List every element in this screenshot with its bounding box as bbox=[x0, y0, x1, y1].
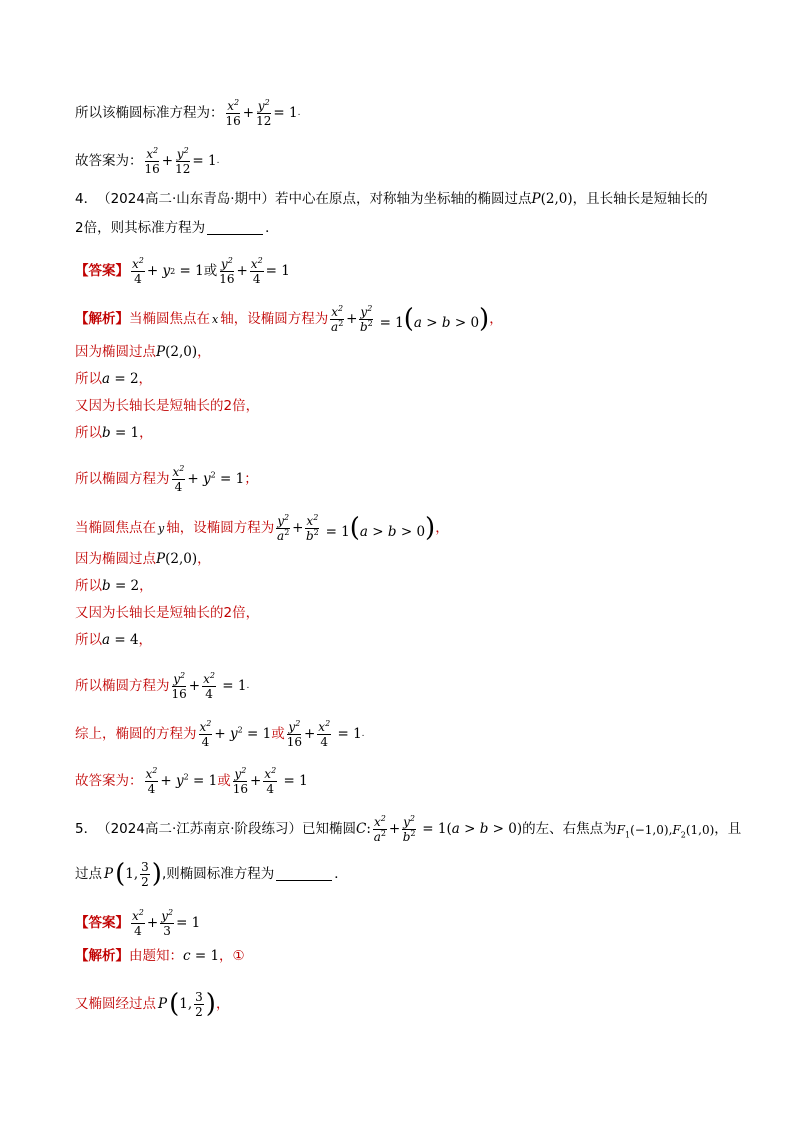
analysis-4-line-9: 所以 b = 2 ， bbox=[75, 578, 153, 594]
question-5-line-2: 过点 P ( 1, 3 2 ) ,则椭圆标准方程为 ． bbox=[75, 859, 348, 890]
fraction: $x^2$ $a^2$ bbox=[373, 814, 387, 844]
fraction: 3 2 bbox=[141, 860, 149, 889]
fraction: $\frac{y^2}{b^2}$ bbox=[359, 304, 373, 334]
analysis-4-line-3: 所以 a = 2 ， bbox=[75, 371, 153, 387]
fraction: $\frac{y^2}{3}$ bbox=[161, 908, 174, 938]
analysis-4-line-7: 当椭圆焦点在 y 轴，设椭圆方程为 $y^2$ $a^2$ + $\frac{x^2}{b^2}$ = 1(a > b > 0) ， bbox=[75, 512, 449, 543]
analysis-4-line-6: 所以椭圆方程为 $x^2$ 4 + $y^2 = 1$ ； bbox=[75, 464, 258, 494]
fraction: $x^2$ 4 bbox=[199, 719, 212, 749]
fraction: $x^2$ $a^2$ bbox=[331, 304, 344, 334]
fraction: $\frac{y^2}{12}$ bbox=[175, 146, 191, 176]
analysis-4-line-12: 所以椭圆方程为 $y^2$ 16 + $\frac{x^2}{4}$ = 1 . bbox=[75, 671, 250, 701]
question-4-line-2: 2倍，则其标准方程为 ． bbox=[75, 220, 279, 236]
fraction: $y^2$ 16 bbox=[286, 719, 302, 749]
fraction: $\frac{x^2}{4}$ bbox=[203, 671, 215, 701]
answer-4: 【答案】 $x^2$ 4 + y 2 = 1 或 $y^2$ 16 + $\frac{x^2}{4}$ = 1 bbox=[75, 256, 290, 286]
fraction: $x^2$ 16 bbox=[144, 146, 160, 176]
analysis-4-line-1: 【解析】 当椭圆焦点在 x 轴，设椭圆方程为 $x^2$ $a^2$ + $\frac{y^2}{b^2}$ = 1(a > b > 0) ， bbox=[75, 303, 503, 334]
conclusion-line: 所以该椭圆标准方程为： $x^2$ 16 + $\frac{y^2}{12}$ = 1 . bbox=[75, 98, 301, 128]
point-p: P(2,0) bbox=[531, 191, 573, 207]
fraction: $y^2$ 16 bbox=[219, 256, 235, 286]
fraction: $x^2$ 16 bbox=[225, 98, 241, 128]
fraction: $y^2$ 16 bbox=[232, 766, 248, 796]
analysis-4-line-2: 因为椭圆过点 P(2,0) ， bbox=[75, 344, 211, 360]
analysis-4-line-11: 所以 a = 4 ， bbox=[75, 632, 153, 648]
fraction: $y^2$ 16 bbox=[171, 671, 187, 701]
analysis-4-line-8: 因为椭圆过点 P(2,0) ， bbox=[75, 551, 211, 567]
analysis-4-line-13: 综上，椭圆的方程为 $x^2$ 4 + $y^2 = 1$ 或 $y^2$ 16 + $\frac{x^2}{4}$ = 1 . bbox=[75, 719, 365, 749]
analysis-4-line-14: 故答案为： $x^2$ 4 + $y^2 = 1$ 或 $y^2$ 16 + $\frac{x^2}{4}$ = 1 bbox=[75, 766, 308, 796]
analysis-5-line-1: 【解析】 由题知： c = 1 ，① bbox=[75, 948, 245, 964]
fraction: $\frac{x^2}{4}$ bbox=[318, 719, 331, 749]
fraction: $x^2$ 4 bbox=[132, 908, 144, 938]
analysis-4-line-5: 所以 b = 1 ， bbox=[75, 425, 153, 441]
answer-blank bbox=[207, 222, 263, 235]
answer-line: 故答案为： $x^2$ 16 + $\frac{y^2}{12}$ = 1 . bbox=[75, 146, 220, 176]
fraction: $\frac{y^2}{b^2}$ bbox=[402, 814, 416, 844]
question-4-line-1: 4． （2024高二·山东青岛·期中） 若中心在原点，对称轴为坐标轴的椭圆过点 P(2,0) ，且长轴长是短轴长的 bbox=[75, 191, 708, 207]
analysis-4-line-4: 又因为长轴长是短轴长的2倍， bbox=[75, 398, 260, 414]
fraction: $\frac{y^2}{12}$ bbox=[256, 98, 272, 128]
analysis-4-line-10: 又因为长轴长是短轴长的2倍， bbox=[75, 605, 260, 621]
fraction: 3 2 bbox=[195, 990, 203, 1019]
question-5-line-1: 5． （2024高二·江苏南京·阶段练习） 已知椭圆 C : $x^2$ $a^2$ + $\frac{y^2}{b^2}$ = 1(a > b > 0) 的左、右焦点为 $F_1(-1,0),F_2(1,0)$ ，且 bbox=[75, 814, 742, 844]
answer-5: 【答案】 $x^2$ 4 + $\frac{y^2}{3}$ = 1 bbox=[75, 908, 201, 938]
fraction: $\frac{x^2}{b^2}$ bbox=[305, 513, 319, 543]
fraction: $y^2$ $a^2$ bbox=[277, 513, 290, 543]
fraction: $x^2$ 4 bbox=[172, 464, 185, 494]
fraction: $\frac{x^2}{4}$ bbox=[264, 766, 277, 796]
answer-blank bbox=[276, 868, 332, 881]
fraction: $x^2$ 4 bbox=[132, 256, 144, 286]
fraction: $x^2$ 4 bbox=[145, 766, 158, 796]
analysis-5-line-2: 又椭圆经过点 P ( 1, 3 2 ) ， bbox=[75, 989, 230, 1020]
fraction: $\frac{x^2}{4}$ bbox=[250, 256, 263, 286]
